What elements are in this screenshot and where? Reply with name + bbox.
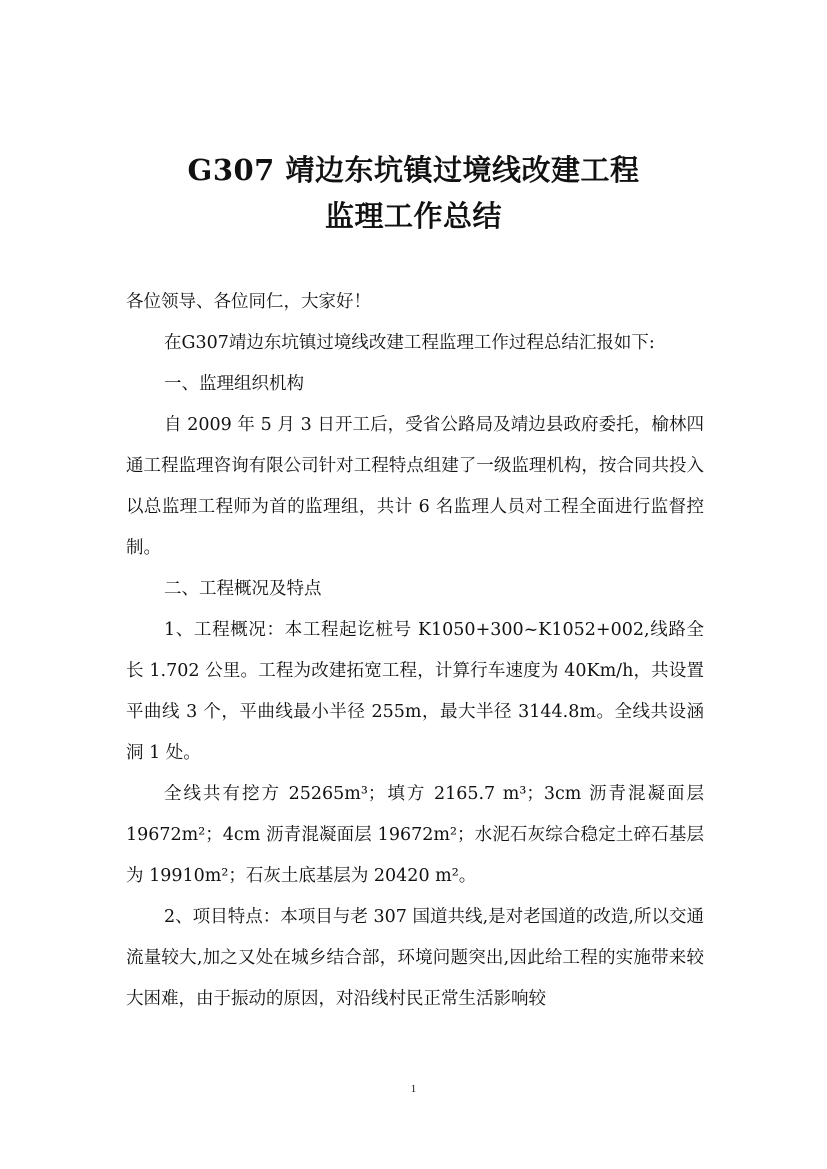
greeting-paragraph: 各位领导、各位同仁，大家好！: [126, 292, 371, 312]
document-title-line2: 监理工作总结: [324, 199, 502, 233]
body-paragraph: 1、工程概况：本工程起讫桩号 K1050+300~K1052+002,线路全长 1.702 公里。工程为改建拓宽工程，计算行车速度为 40Km/h，共设置平曲线 3 个，平曲线最小半径 255m，最大半径 3144.8m。全线共设涵洞 1 处。: [126, 620, 704, 763]
document-title-line1: G307 靖边东坑镇过境线改建工程: [187, 153, 640, 187]
body-paragraph: 全线共有挖方 25265m³；填方 2165.7 m³；3cm 沥青混凝面层 19672m²；4cm 沥青混凝面层 19672m²；水泥石灰综合稳定土碎石基层为 19910m²；石灰土底基层为 20420 m²。: [126, 784, 704, 886]
page-number: 1: [410, 1083, 417, 1095]
body-paragraph: 2、项目特点：本项目与老 307 国道共线,是对老国道的改造,所以交通流量较大,加之又处在城乡结合部，环境问题突出,因此给工程的实施带来较大困难，由于振动的原因，对沿线村民正常生活影响较: [126, 907, 704, 1009]
body-paragraph: 自 2009 年 5 月 3 日开工后，受省公路局及靖边县政府委托，榆林四通工程监理咨询有限公司针对工程特点组建了一级监理机构，按合同共投入以总监理工程师为首的监理组，共计 6 名监理人员对工程全面进行监督控制。: [126, 415, 704, 558]
document-body: [126, 282, 704, 1020]
section-heading-2: 二、工程概况及特点: [164, 579, 322, 599]
section-heading-1: 一、监理组织机构: [164, 374, 304, 394]
intro-paragraph: 在G307靖边东坑镇过境线改建工程监理工作过程总结汇报如下:: [164, 333, 655, 353]
